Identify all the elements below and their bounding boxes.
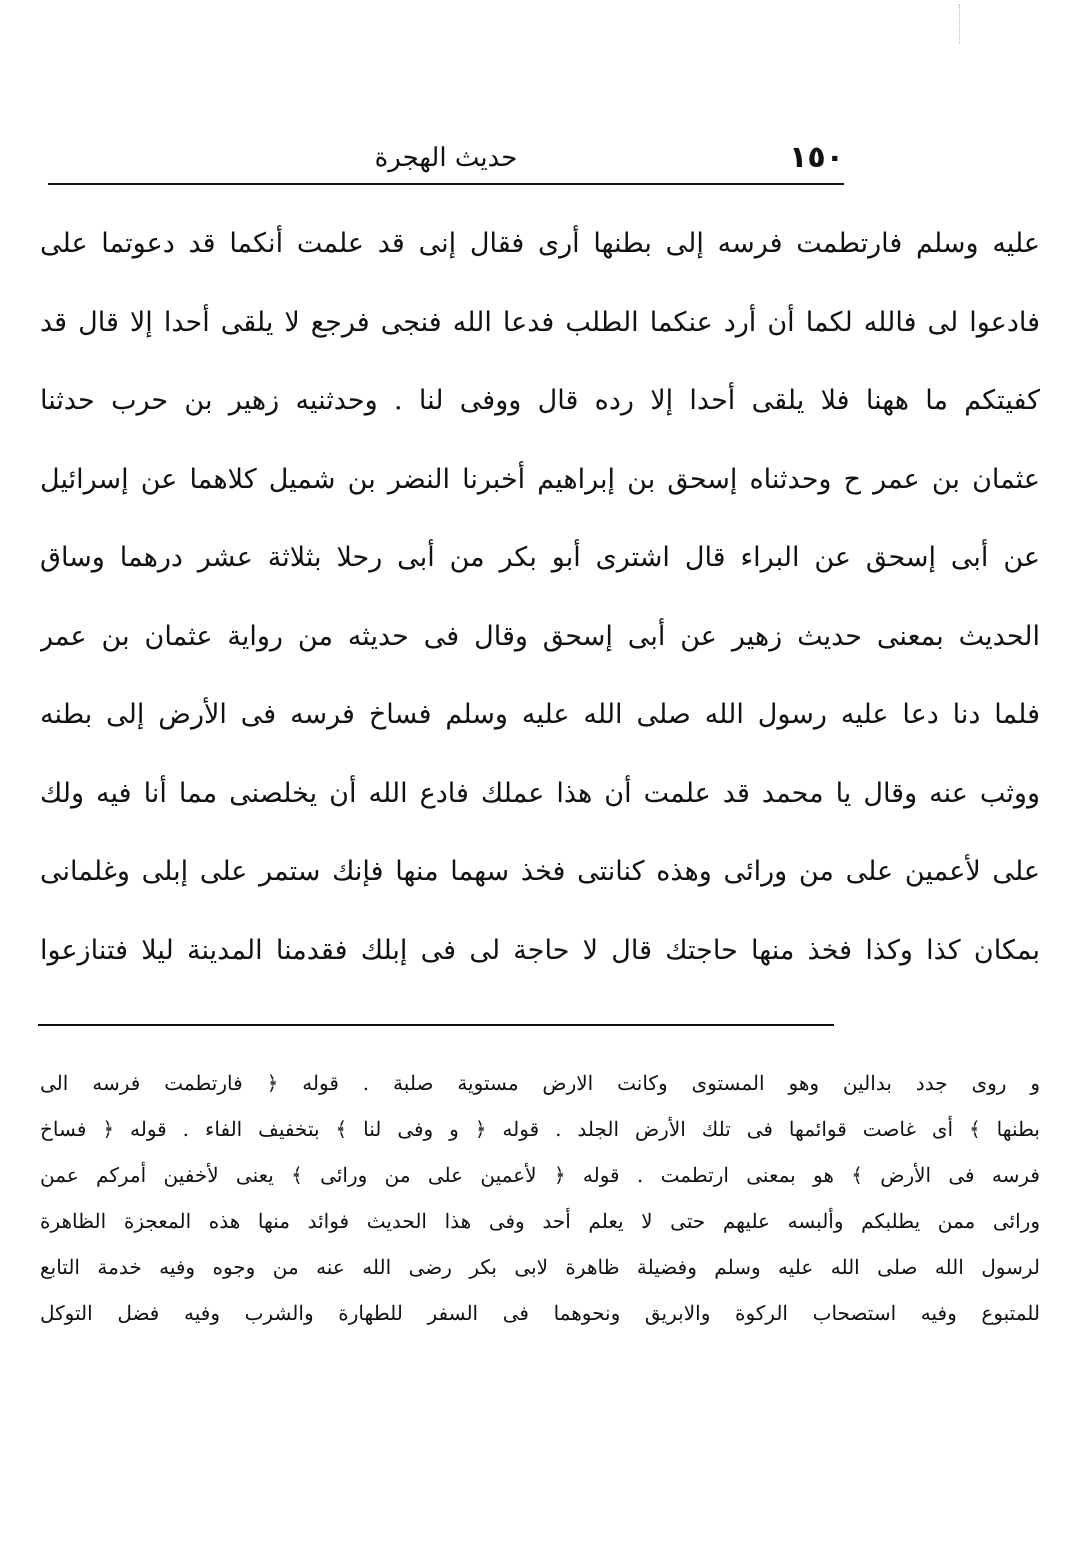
note-line: بطنها ﴾ أى غاصت قوائمها فى تلك الأرض الجلد . قوله ﴿ و وفى لنا ﴾ بتخفيف الفاء . قوله ﴿ فساخ xyxy=(40,1117,1040,1141)
page-number: ١٥٠ xyxy=(789,140,844,175)
note-line: و روى جدد بدالين وهو المستوى وكانت الارض مستوية صلبة . قوله ﴿ فارتطمت فرسه الى xyxy=(40,1071,1040,1095)
note-line: للمتبوع وفيه استصحاب الركوة والابريق ونحوهما فى السفر للطهارة والشرب وفيه فضل التوكل xyxy=(40,1301,1040,1325)
running-title: حديث الهجرة xyxy=(374,143,518,173)
text-line: على لأعمين على من ورائى وهذه كنانتى فخذ سهما منها فإنك ستمر على إبلى وغلمانى xyxy=(40,856,1040,887)
page-header xyxy=(48,138,844,178)
main-text xyxy=(40,205,1040,990)
margin-specks xyxy=(959,4,970,44)
text-line: الحديث بمعنى حديث زهير عن أبى إسحق وقال فى حديثه من رواية عثمان بن عمر xyxy=(40,620,1040,652)
text-line: عثمان بن عمر ح وحدثناه إسحق بن إبراهيم أخبرنا النضر بن شميل كلاهما عن إسرائيل xyxy=(40,463,1040,495)
text-line: فلما دنا دعا عليه رسول الله صلى الله عليه وسلم فساخ فرسه فى الأرض إلى بطنه xyxy=(40,699,1040,730)
notes-divider xyxy=(38,1024,834,1026)
text-line: بمكان كذا وكذا فخذ منها حاجتك قال لا حاجة لى فى إبلك فقدمنا المدينة ليلا فتنازعوا xyxy=(40,934,1040,966)
text-line: فادعوا لى فالله لكما أن أرد عنكما الطلب فدعا الله فنجى فرجع لا يلقى أحدا إلا قال قد xyxy=(40,306,1040,338)
text-line: عليه وسلم فارتطمت فرسه إلى بطنها أرى فقال إنى قد علمت أنكما قد دعوتما على xyxy=(40,228,1040,259)
note-line: لرسول الله صلى الله عليه وسلم وفضيلة ظاهرة لابى بكر رضى الله عنه من وجوه وفيه خدمة التابع xyxy=(40,1255,1040,1279)
text-line: ووثب عنه وقال يا محمد قد علمت أن هذا عملك فادع الله أن يخلصنى مما أنا فيه ولك xyxy=(40,777,1040,809)
header-divider xyxy=(48,183,844,185)
text-line: عن أبى إسحق عن البراء قال اشترى أبو بكر من أبى رحلا بثلاثة عشر درهما وساق xyxy=(40,542,1040,573)
note-line: فرسه فى الأرض ﴾ هو بمعنى ارتطمت . قوله ﴿ لأعمين على من ورائى ﴾ يعنى لأخفين أمركم عمن xyxy=(40,1163,1040,1187)
commentary-notes xyxy=(40,1060,1040,1336)
text-line: كفيتكم ما ههنا فلا يلقى أحدا إلا رده قال ووفى لنا . وحدثنيه زهير بن حرب حدثنا xyxy=(40,385,1040,416)
note-line: ورائى ممن يطلبكم وألبسه عليهم حتى لا يعلم أحد وفى هذا الحديث فوائد منها هذه المعجزة الظاهرة xyxy=(40,1209,1040,1233)
